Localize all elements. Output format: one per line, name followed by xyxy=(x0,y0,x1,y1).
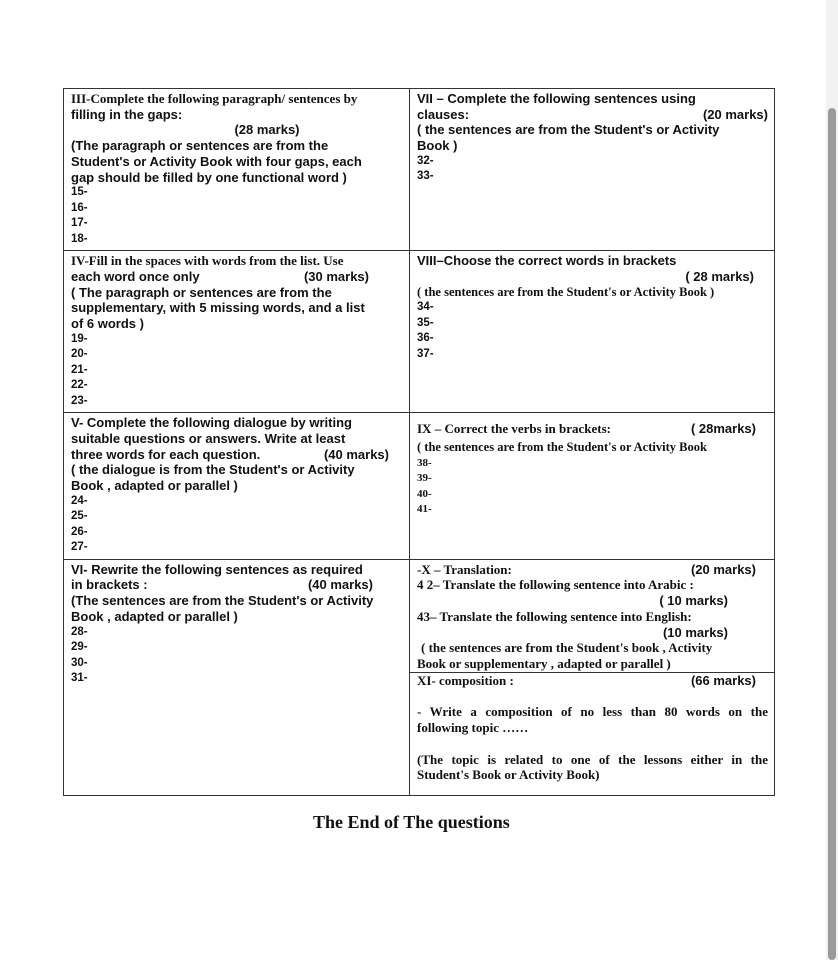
question-43-marks: (10 marks) xyxy=(662,624,728,640)
question-number: 26- xyxy=(71,525,88,538)
section-8-title: VIII–Choose the correct words in brackets xyxy=(417,253,677,269)
section-5 xyxy=(64,413,410,560)
section-10-note: Book or supplementary , adapted or parallel ) xyxy=(417,655,671,671)
section-6-title: VI- Rewrite the following sentences as required xyxy=(71,561,363,577)
section-8 xyxy=(410,251,775,413)
question-number: 16- xyxy=(71,201,88,214)
section-5-title: V- Complete the following dialogue by writing xyxy=(71,415,352,431)
section-4-title-cont: each word once only xyxy=(71,268,200,284)
section-11-marks: (66 marks) xyxy=(690,672,756,688)
question-number: 27- xyxy=(71,541,88,554)
question-43: 43– Translate the following sentence into English: xyxy=(417,608,692,624)
question-number: 17- xyxy=(71,217,88,230)
exam-table xyxy=(63,88,775,796)
question-number: 23- xyxy=(71,394,88,407)
section-4-title: IV-Fill in the spaces with words from the list. Use xyxy=(71,253,344,269)
section-7 xyxy=(410,89,775,251)
question-number: 22- xyxy=(71,379,88,392)
question-number: 40- xyxy=(417,487,432,500)
section-3-note: Student's or Activity Book with four gaps, each xyxy=(71,153,362,169)
section-10-11 xyxy=(410,559,775,795)
section-11-title: XI- composition : xyxy=(417,672,514,688)
section-6-note: Book , adapted or parallel ) xyxy=(71,608,238,624)
question-number: 21- xyxy=(71,363,88,376)
section-5-note: ( the dialogue is from the Student's or Activity xyxy=(71,462,355,478)
question-42: 4 2– Translate the following sentence into Arabic : xyxy=(417,577,694,593)
question-number: 29- xyxy=(71,641,88,654)
section-10-title: -X – Translation: xyxy=(417,561,512,577)
question-number: 38- xyxy=(417,456,432,469)
section-3-title-cont: filling in the gaps: xyxy=(71,106,183,122)
section-5-note: Book , adapted or parallel ) xyxy=(71,478,238,494)
question-number: 33- xyxy=(417,170,434,183)
section-5-title-cont: three words for each question. xyxy=(71,446,261,462)
question-number: 19- xyxy=(71,332,88,345)
section-7-marks: (20 marks) xyxy=(702,106,768,122)
question-number: 36- xyxy=(417,332,434,345)
section-3-note: (The paragraph or sentences are from the xyxy=(71,138,329,154)
composition-note: Student's Book or Activity Book) xyxy=(417,767,600,783)
section-4-note: supplementary, with 5 missing words, and a list xyxy=(71,300,365,316)
question-42-marks: ( 10 marks) xyxy=(659,593,728,609)
question-number: 31- xyxy=(71,672,88,685)
section-6-title-cont: in brackets : xyxy=(71,577,148,593)
question-number: 20- xyxy=(71,348,88,361)
section-3-note: gap should be filled by one functional word ) xyxy=(71,169,347,185)
question-number: 35- xyxy=(417,316,434,329)
section-5-marks: (40 marks) xyxy=(323,446,389,462)
question-number: 41- xyxy=(417,503,432,516)
section-9-note: ( the sentences are from the Student's or Activity Book xyxy=(417,439,707,454)
section-3-marks: (28 marks) xyxy=(234,122,300,138)
section-3-title: III-Complete the following paragraph/ sentences by xyxy=(71,91,358,106)
section-10-note: ( the sentences are from the Student's book , Activity xyxy=(421,640,713,656)
section-9-marks: ( 28marks) xyxy=(690,421,756,437)
section-3 xyxy=(64,89,410,251)
composition-instruction: following topic …… xyxy=(417,720,529,736)
composition-note: (The topic is related to one of the lessons either in the xyxy=(417,751,768,767)
section-7-title-cont: clauses: xyxy=(417,106,470,122)
end-of-questions-text: The End of The questions xyxy=(313,812,510,832)
question-number: 24- xyxy=(71,494,88,507)
question-number: 30- xyxy=(71,656,88,669)
section-8-marks: ( 28 marks) xyxy=(685,268,754,284)
question-number: 28- xyxy=(71,625,88,638)
section-10-marks: (20 marks) xyxy=(690,561,756,577)
section-7-note: Book ) xyxy=(417,138,458,154)
question-number: 32- xyxy=(417,154,434,167)
question-number: 15- xyxy=(71,186,88,199)
section-9 xyxy=(410,413,775,560)
section-7-note: ( the sentences are from the Student's or Activity xyxy=(417,122,720,138)
question-number: 39- xyxy=(417,472,432,485)
section-4-note: ( The paragraph or sentences are from the xyxy=(71,284,332,300)
section-9-title: IX – Correct the verbs in brackets: xyxy=(417,421,611,437)
question-number: 18- xyxy=(71,232,88,245)
section-4-note: of 6 words ) xyxy=(71,316,144,332)
section-6-note: (The sentences are from the Student's or Activity xyxy=(71,593,374,609)
section-8-note: ( the sentences are from the Student's or Activity Book ) xyxy=(417,284,715,299)
section-5-title-cont: suitable questions or answers. Write at least xyxy=(71,430,346,446)
scrollbar-thumb[interactable] xyxy=(828,108,836,960)
question-number: 34- xyxy=(417,301,434,314)
section-4-marks: (30 marks) xyxy=(303,268,369,284)
question-number: 37- xyxy=(417,347,434,360)
section-4 xyxy=(64,251,410,413)
section-7-title: VII – Complete the following sentences using xyxy=(417,91,696,106)
section-6 xyxy=(64,559,410,795)
question-number: 25- xyxy=(71,510,88,523)
composition-instruction: - Write a composition of no less than 80 words on the xyxy=(417,704,768,720)
section-6-marks: (40 marks) xyxy=(307,577,373,593)
